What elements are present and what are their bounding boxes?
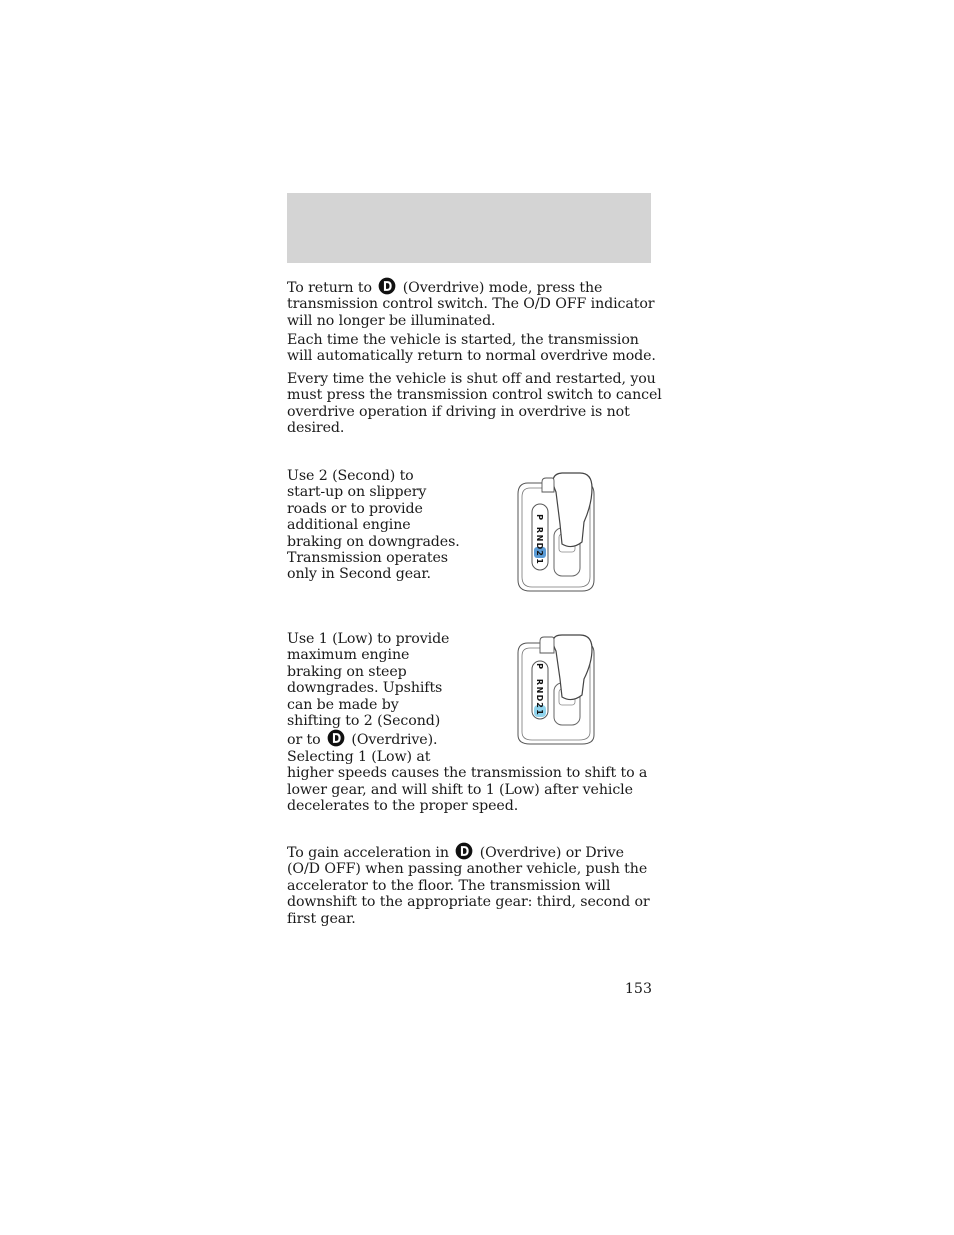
text: downgrades. Upshifts (287, 680, 443, 697)
text: accelerator to the floor. The transmission will (287, 877, 611, 894)
text: To gain acceleration in (287, 845, 449, 861)
gear-label-2: 2 (535, 550, 544, 556)
text: can be made by (287, 696, 399, 713)
text: maximum engine (287, 647, 410, 664)
gear-shifter-low-illustration (512, 633, 598, 747)
text: downshift to the appropriate gear: third, second or (287, 894, 650, 911)
text: overdrive operation if driving in overdrive is not (287, 403, 630, 420)
paragraph-vehicle-started (287, 332, 656, 365)
text: Use 2 (Second) to (287, 468, 414, 484)
section-header-bar (287, 193, 651, 263)
text: braking on steep (287, 663, 407, 680)
text: will no longer be illuminated. (287, 312, 496, 329)
text: Use 1 (Low) to provide (287, 631, 450, 647)
text: (Overdrive). (351, 732, 438, 749)
text: decelerates to the proper speed. (287, 798, 519, 815)
text: higher speeds causes the transmission to shift to a (287, 765, 648, 782)
overdrive-icon (378, 277, 396, 295)
paragraph-return-overdrive (287, 277, 654, 329)
text: additional engine (287, 517, 411, 534)
gear-label-2: 2 (535, 702, 544, 708)
gear-label-r: R (535, 678, 544, 686)
text: roads or to provide (287, 500, 423, 517)
paragraph-second-gear (287, 468, 460, 583)
paragraph-acceleration (287, 842, 650, 927)
text: Transmission operates (287, 550, 448, 567)
gear-shifter-second-illustration (512, 470, 598, 594)
text: (Overdrive) or Drive (479, 845, 624, 861)
text: must press the transmission control switch to cancel (287, 387, 662, 404)
text: start-up on slippery (287, 484, 427, 501)
text: will automatically return to normal overdrive mode. (287, 348, 656, 365)
text: transmission control switch. The O/D OFF indicator (287, 296, 655, 313)
overdrive-icon (455, 842, 473, 860)
text: Selecting 1 (Low) at (287, 748, 431, 765)
gear-label-1: 1 (535, 558, 544, 564)
gear-label-n: N (535, 686, 544, 694)
gear-label-1: 1 (535, 709, 544, 715)
paragraph-shut-off-restart (287, 371, 662, 437)
overdrive-icon (327, 729, 345, 747)
text: only in Second gear. (287, 566, 431, 583)
text: shifting to 2 (Second) (287, 713, 441, 730)
gear-label-d: D (535, 694, 544, 702)
page-number: 153 (624, 981, 652, 997)
gear-label-n: N (535, 534, 544, 542)
text: braking on downgrades. (287, 533, 460, 550)
text: To return to (287, 280, 372, 296)
text: lower gear, and will shift to 1 (Low) after vehicle (287, 781, 633, 798)
text: (O/D OFF) when passing another vehicle, push the (287, 861, 648, 878)
text: Each time the vehicle is started, the transmission (287, 332, 639, 348)
gear-label-r: R (535, 526, 544, 534)
gear-label-p: P (535, 663, 544, 669)
text: Every time the vehicle is shut off and restarted, you (287, 371, 656, 387)
gear-label-d: D (535, 542, 544, 550)
text: (Overdrive) mode, press the (402, 280, 603, 296)
text: desired. (287, 420, 345, 437)
text: or to (287, 732, 321, 749)
text: first gear. (287, 910, 356, 927)
gear-label-p: P (535, 514, 544, 520)
